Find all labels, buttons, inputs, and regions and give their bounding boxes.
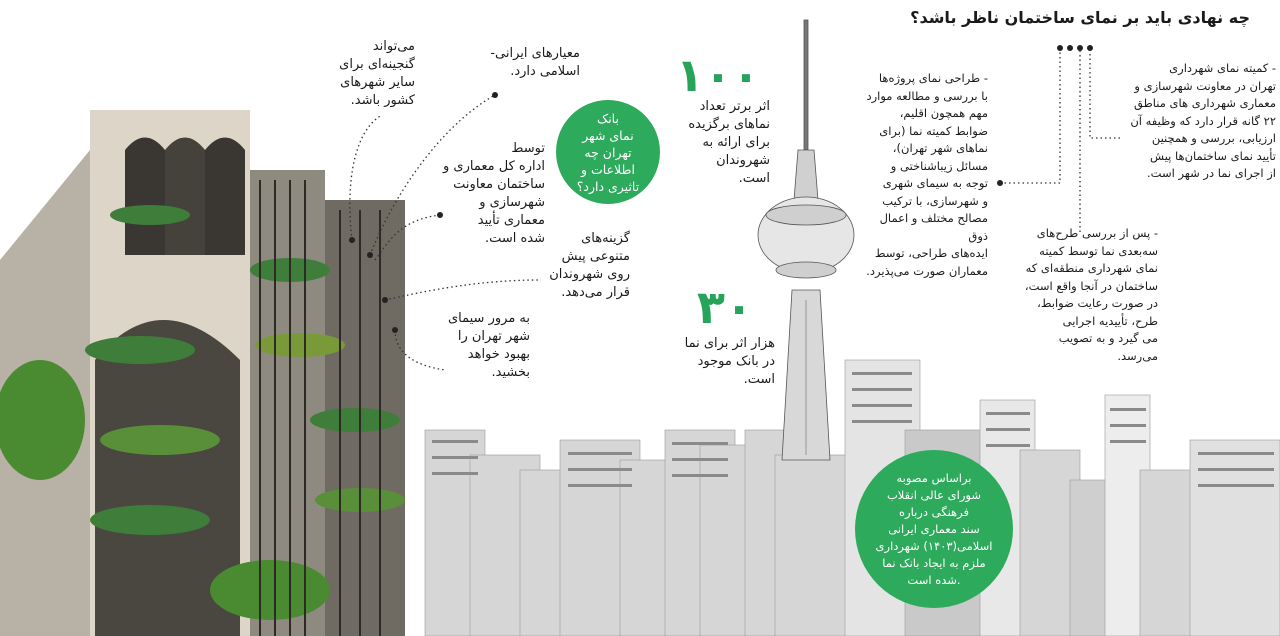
question-bubble-text: بانک نمای شهر تهران چه اطلاعات و تاثیری دارد؟ bbox=[576, 110, 640, 194]
note-improve: به مرور سیمای شهر تهران را بهبود خواهد بخشید. bbox=[447, 311, 530, 380]
green-building bbox=[0, 110, 405, 636]
city-skyline bbox=[425, 360, 1280, 636]
page-title: چه نهادی باید بر نمای ساختمان ناظر باشد؟ bbox=[910, 8, 1250, 27]
stat-100-caption: اثر برتر تعداد نماهای برگزیده برای ارائه به شهروندان است. bbox=[688, 99, 770, 186]
law-bubble bbox=[855, 450, 1013, 608]
law-bubble-text: براساس مصوبه شورای عالی انقلاب فرهنگی درباره سند معماری ایرانی اسلامی(۱۴۰۳) شهرداری ملزم به ایجاد بانک نما شده است. bbox=[875, 470, 993, 587]
note-design-process: - طراحی نمای پروژه‌ها با بررسی و مطالعه موارد مهم همچون اقلیم، ضوابط کمیته نما (برای نماهای شهر تهران)، مسائل زیباشناختی و توجه به سیمای شهری و شهرسازی، با ترکیب مصالح مختلف و اعمال ذوق ایده‌های طراحی، توسط معماران صورت می‌پذیرد. bbox=[866, 71, 988, 278]
stat-30-caption: هزار اثر برای نما در بانک موجود است. bbox=[684, 336, 775, 387]
note-approved: توسط اداره کل معماری و ساختمان معاونت شهرسازی و معماری تأیید شده است. bbox=[443, 141, 545, 246]
note-facade-committee: - کمیته نمای شهرداری تهران در معاونت شهرسازی و معماری شهرداری های مناطق ۲۲ گانه قرار دارد که وظیفه آن ارزیابی، بررسی و همچنین تأیید نمای ساختمان‌ها پیش از اجرای نما در شهر است. bbox=[1130, 61, 1276, 180]
milad-tower bbox=[758, 20, 854, 460]
stat-100-number: ۱۰۰ bbox=[675, 48, 760, 102]
note-iranian-criteria: معیارهای ایرانی- اسلامی دارد. bbox=[490, 46, 580, 79]
note-options: گزینه‌های متنوعی پیش روی شهروندان قرار می‌دهد. bbox=[549, 231, 630, 300]
note-treasure: می‌تواند گنجینه‌ای برای سایر شهرهای کشور باشد. bbox=[339, 39, 415, 108]
question-bubble bbox=[556, 100, 660, 204]
note-approval-process: - پس از بررسی طرح‌های سه‌بعدی نما توسط کمیته نمای شهرداری منطقه‌ای که ساختمان در آنجا واقع است، در صورت رعایت ضوابط، طرح، تأییدیه اجرایی می گیرد و به تصویب می‌رسد. bbox=[1024, 226, 1158, 363]
stat-30-number: ۳۰ bbox=[696, 280, 754, 334]
